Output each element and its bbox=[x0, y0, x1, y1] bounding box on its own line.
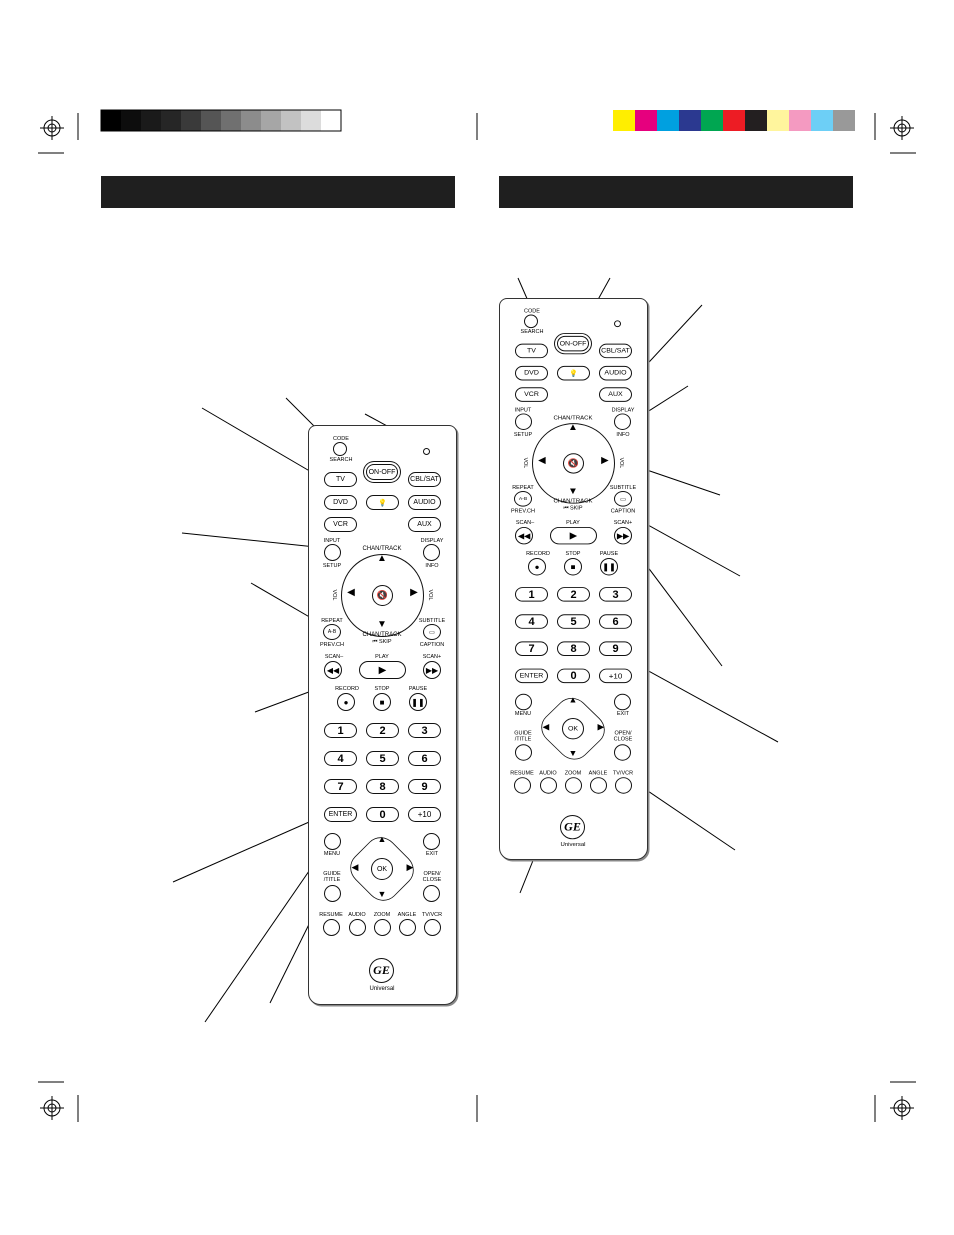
digit-0-button[interactable]: 0 bbox=[366, 807, 399, 822]
subtitle-label: SUBTITLE bbox=[609, 485, 637, 492]
ab-label: A-B bbox=[327, 629, 337, 635]
gray-swatch bbox=[161, 110, 181, 131]
digit-3-button[interactable]: 3 bbox=[599, 587, 632, 602]
digit-1-button[interactable]: 1 bbox=[324, 723, 357, 738]
caption-label: CAPTION bbox=[419, 642, 445, 648]
chan-up-arrow-icon[interactable]: ▲ bbox=[377, 553, 387, 564]
dvd-button[interactable]: DVD bbox=[324, 495, 357, 510]
cbl-sat-button[interactable]: CBL/SAT bbox=[408, 472, 441, 487]
color-calibration-bars bbox=[101, 110, 855, 131]
nav-left-arrow-icon[interactable]: ◀ bbox=[351, 862, 359, 872]
universal-label: Universal bbox=[369, 986, 395, 992]
resume-label: RESUME bbox=[319, 912, 343, 918]
stop-label: STOP bbox=[374, 686, 390, 692]
pause-icon: ❚❚ bbox=[602, 562, 616, 572]
digit-9-button[interactable]: 9 bbox=[408, 779, 441, 794]
nav-up-arrow-icon[interactable]: ▲ bbox=[568, 694, 578, 705]
color-swatch bbox=[657, 110, 679, 131]
scan-minus-button[interactable] bbox=[515, 527, 533, 544]
caption-label: CAPTION bbox=[610, 508, 636, 515]
scan-minus-button[interactable] bbox=[324, 661, 342, 679]
repeat-label: REPEAT bbox=[512, 485, 534, 492]
chan-track-up-label: CHAN/TRACK bbox=[553, 415, 593, 422]
mute-button[interactable] bbox=[372, 585, 393, 606]
setup-label: SETUP bbox=[322, 563, 342, 569]
display-label: DISPLAY bbox=[420, 538, 444, 544]
dvd-button[interactable]: DVD bbox=[515, 366, 548, 381]
vcr-button[interactable]: VCR bbox=[515, 387, 548, 402]
code-label: CODE bbox=[333, 436, 349, 442]
color-swatch bbox=[679, 110, 701, 131]
vol-up-arrow-icon[interactable]: ▶ bbox=[410, 587, 418, 598]
exit-button[interactable] bbox=[423, 833, 440, 850]
tv-vcr-label: TV/VCR bbox=[421, 912, 443, 918]
nav-left-arrow-icon[interactable]: ◀ bbox=[542, 721, 550, 732]
remote-right bbox=[499, 298, 648, 860]
display-info-button[interactable] bbox=[423, 544, 440, 561]
record-button[interactable] bbox=[337, 693, 355, 711]
indicator-light bbox=[614, 320, 621, 327]
exit-label: EXIT bbox=[616, 711, 630, 718]
pause-button[interactable] bbox=[600, 558, 618, 575]
open-close-label: OPEN/ CLOSE bbox=[422, 871, 442, 883]
light-bulb-icon: 💡 bbox=[378, 499, 387, 507]
repeat-label: REPEAT bbox=[321, 618, 343, 624]
color-swatch bbox=[789, 110, 811, 131]
ab-label: A-B bbox=[518, 495, 528, 502]
stop-icon: ■ bbox=[570, 562, 576, 572]
plus-10-button[interactable]: +10 bbox=[599, 669, 632, 684]
tv-button[interactable]: TV bbox=[324, 472, 357, 487]
zoom-button[interactable] bbox=[374, 919, 391, 936]
enter-button[interactable]: ENTER bbox=[515, 669, 548, 684]
menu-label: MENU bbox=[514, 711, 532, 718]
prev-ch-label: PREV.CH bbox=[511, 508, 535, 515]
gray-swatch bbox=[181, 110, 201, 131]
nav-down-arrow-icon[interactable]: ▼ bbox=[568, 748, 578, 758]
play-icon: ▶ bbox=[378, 664, 387, 676]
info-label: INFO bbox=[616, 431, 630, 438]
scan-plus-button[interactable] bbox=[614, 527, 632, 544]
pause-label: PAUSE bbox=[408, 686, 428, 692]
digit-6-button[interactable]: 6 bbox=[408, 751, 441, 766]
chan-down-arrow-icon[interactable]: ▼ bbox=[568, 486, 578, 497]
chan-track-down-label: CHAN/TRACK bbox=[362, 632, 402, 638]
record-button[interactable] bbox=[528, 558, 546, 575]
chan-down-arrow-icon[interactable]: ▼ bbox=[377, 619, 387, 630]
resume-label: RESUME bbox=[510, 770, 534, 777]
gray-swatch bbox=[141, 110, 161, 131]
repeat-ab-button[interactable] bbox=[323, 624, 341, 640]
pause-label: PAUSE bbox=[599, 551, 619, 558]
digit-2-button[interactable]: 2 bbox=[557, 587, 590, 602]
indicator-light bbox=[423, 448, 430, 455]
remote-left bbox=[308, 425, 457, 1005]
fast-forward-icon: ▶▶ bbox=[425, 665, 439, 675]
vol-left-label: VOL bbox=[522, 457, 528, 469]
digit-9-button[interactable]: 9 bbox=[599, 641, 632, 656]
color-swatch bbox=[745, 110, 767, 131]
callout-line bbox=[182, 533, 325, 548]
gray-swatch bbox=[241, 110, 261, 131]
digit-6-button[interactable]: 6 bbox=[599, 614, 632, 629]
color-swatch bbox=[635, 110, 657, 131]
audio-small-button[interactable] bbox=[540, 777, 557, 793]
display-info-button[interactable] bbox=[614, 413, 631, 429]
nav-up-arrow-icon[interactable]: ▲ bbox=[377, 834, 387, 844]
angle-button[interactable] bbox=[590, 777, 607, 793]
audio-button[interactable]: AUDIO bbox=[408, 495, 441, 510]
digit-0-button[interactable]: 0 bbox=[557, 669, 590, 684]
display-label: DISPLAY bbox=[611, 407, 635, 414]
code-search-button[interactable] bbox=[524, 315, 538, 329]
input-label: INPUT bbox=[323, 538, 341, 544]
zoom-label: ZOOM bbox=[564, 770, 582, 777]
caption-icon: ▭ bbox=[429, 629, 435, 636]
chan-up-arrow-icon[interactable]: ▲ bbox=[568, 422, 578, 433]
color-swatch bbox=[767, 110, 789, 131]
gray-swatch bbox=[201, 110, 221, 131]
tv-vcr-button[interactable] bbox=[615, 777, 632, 793]
input-label: INPUT bbox=[514, 407, 532, 414]
vcr-button[interactable]: VCR bbox=[324, 517, 357, 532]
play-label: PLAY bbox=[375, 654, 389, 660]
on-off-button[interactable]: ON-OFF bbox=[366, 464, 398, 480]
subtitle-caption-button[interactable] bbox=[423, 624, 441, 640]
audio-button[interactable]: AUDIO bbox=[599, 366, 632, 381]
resume-button[interactable] bbox=[514, 777, 531, 793]
scan-plus-button[interactable] bbox=[423, 661, 441, 679]
rewind-icon: ◀◀ bbox=[517, 531, 531, 541]
stop-button[interactable] bbox=[564, 558, 582, 575]
input-setup-button[interactable] bbox=[324, 544, 341, 561]
chan-track-down-label: CHAN/TRACK bbox=[553, 498, 593, 505]
enter-button[interactable]: ENTER bbox=[324, 807, 357, 822]
angle-label: ANGLE bbox=[397, 912, 417, 918]
tv-button[interactable]: TV bbox=[515, 344, 548, 359]
menu-label: MENU bbox=[323, 851, 341, 857]
header-bar-left bbox=[101, 176, 455, 208]
rewind-icon: ◀◀ bbox=[326, 665, 340, 675]
on-off-button[interactable]: ON-OFF bbox=[557, 336, 589, 352]
play-button[interactable] bbox=[550, 527, 597, 544]
light-button[interactable] bbox=[557, 366, 590, 381]
stop-label: STOP bbox=[565, 551, 581, 558]
vol-left-label: VOL bbox=[331, 589, 337, 601]
open-close-label: OPEN/ CLOSE bbox=[613, 730, 633, 743]
scan-minus-label: SCAN– bbox=[324, 654, 344, 660]
record-icon: ● bbox=[343, 697, 349, 707]
skip-label: ⏮ SKIP bbox=[372, 639, 392, 645]
stop-button[interactable] bbox=[373, 693, 391, 711]
gray-swatch bbox=[261, 110, 281, 131]
scan-plus-label: SCAN+ bbox=[613, 520, 633, 526]
vol-down-arrow-icon[interactable]: ◀ bbox=[538, 455, 546, 466]
audio-small-label: AUDIO bbox=[348, 912, 366, 918]
audio-small-label: AUDIO bbox=[539, 770, 557, 777]
chan-track-up-label: CHAN/TRACK bbox=[362, 546, 402, 552]
callout-lines bbox=[173, 278, 778, 1022]
open-close-button[interactable] bbox=[423, 885, 440, 902]
scan-plus-label: SCAN+ bbox=[422, 654, 442, 660]
menu-button[interactable] bbox=[324, 833, 341, 850]
digit-1-button[interactable]: 1 bbox=[515, 587, 548, 602]
digit-4-button[interactable]: 4 bbox=[324, 751, 357, 766]
aux-button[interactable]: AUX bbox=[408, 517, 441, 532]
plus-10-button[interactable]: +10 bbox=[408, 807, 441, 822]
caption-icon: ▭ bbox=[620, 496, 626, 503]
pause-icon: ❚❚ bbox=[411, 697, 425, 707]
angle-label: ANGLE bbox=[588, 770, 608, 777]
digit-7-button[interactable]: 7 bbox=[324, 779, 357, 794]
tv-vcr-label: TV/VCR bbox=[612, 770, 634, 777]
setup-label: SETUP bbox=[513, 431, 533, 438]
record-label: RECORD bbox=[335, 686, 359, 692]
header-bar-right bbox=[499, 176, 853, 208]
resume-button[interactable] bbox=[323, 919, 340, 936]
zoom-button[interactable] bbox=[565, 777, 582, 793]
tv-vcr-button[interactable] bbox=[424, 919, 441, 936]
guide-title-label: GUIDE /TITLE bbox=[323, 871, 341, 883]
subtitle-label: SUBTITLE bbox=[418, 618, 446, 624]
aux-button[interactable]: AUX bbox=[599, 387, 632, 402]
repeat-ab-button[interactable] bbox=[514, 491, 532, 507]
stop-icon: ■ bbox=[379, 697, 385, 707]
info-label: INFO bbox=[425, 563, 439, 569]
digit-5-button[interactable]: 5 bbox=[557, 614, 590, 629]
record-icon: ● bbox=[534, 562, 540, 572]
guide-title-button[interactable] bbox=[324, 885, 341, 902]
vol-up-arrow-icon[interactable]: ▶ bbox=[601, 455, 609, 466]
record-label: RECORD bbox=[526, 551, 550, 558]
digit-8-button[interactable]: 8 bbox=[557, 641, 590, 656]
digit-4-button[interactable]: 4 bbox=[515, 614, 548, 629]
color-swatch bbox=[723, 110, 745, 131]
ge-logo: GE bbox=[369, 958, 394, 983]
play-button[interactable] bbox=[359, 661, 406, 679]
input-setup-button[interactable] bbox=[515, 413, 532, 429]
mute-icon: 🔇 bbox=[567, 458, 580, 468]
search-label: SEARCH bbox=[329, 457, 353, 463]
gray-swatch bbox=[101, 110, 121, 131]
light-bulb-icon: 💡 bbox=[569, 370, 578, 378]
registration-marks bbox=[38, 113, 916, 1122]
color-swatch bbox=[811, 110, 833, 131]
vol-down-arrow-icon[interactable]: ◀ bbox=[347, 587, 355, 598]
guide-title-label: GUIDE /TITLE bbox=[514, 730, 532, 743]
subtitle-caption-button[interactable] bbox=[614, 491, 632, 507]
cbl-sat-button[interactable]: CBL/SAT bbox=[599, 344, 632, 359]
pause-button[interactable] bbox=[409, 693, 427, 711]
nav-right-arrow-icon[interactable]: ▶ bbox=[406, 862, 414, 872]
light-button[interactable] bbox=[366, 495, 399, 510]
digit-2-button[interactable]: 2 bbox=[366, 723, 399, 738]
color-swatch bbox=[701, 110, 723, 131]
callout-line bbox=[173, 815, 325, 882]
universal-label: Universal bbox=[560, 842, 586, 849]
open-close-button[interactable] bbox=[614, 744, 631, 760]
guide-title-button[interactable] bbox=[515, 744, 532, 760]
color-swatch bbox=[833, 110, 855, 131]
vol-right-label: VOL bbox=[618, 457, 624, 469]
search-label: SEARCH bbox=[520, 329, 544, 335]
zoom-label: ZOOM bbox=[373, 912, 391, 918]
audio-small-button[interactable] bbox=[349, 919, 366, 936]
gray-swatch bbox=[221, 110, 241, 131]
exit-label: EXIT bbox=[425, 851, 439, 857]
play-label: PLAY bbox=[566, 520, 580, 526]
color-swatch bbox=[613, 110, 635, 131]
play-icon: ▶ bbox=[569, 530, 578, 542]
ok-button[interactable]: OK bbox=[371, 858, 393, 880]
mute-button[interactable] bbox=[563, 453, 584, 473]
digit-5-button[interactable]: 5 bbox=[366, 751, 399, 766]
code-label: CODE bbox=[524, 308, 540, 315]
digit-3-button[interactable]: 3 bbox=[408, 723, 441, 738]
digit-7-button[interactable]: 7 bbox=[515, 641, 548, 656]
exit-button[interactable] bbox=[614, 694, 631, 710]
ge-logo: GE bbox=[560, 815, 585, 839]
code-search-button[interactable] bbox=[333, 442, 347, 456]
scan-minus-label: SCAN– bbox=[515, 520, 535, 526]
gray-swatch bbox=[321, 110, 341, 131]
prev-ch-label: PREV.CH bbox=[320, 642, 344, 648]
menu-button[interactable] bbox=[515, 694, 532, 710]
ok-button[interactable]: OK bbox=[562, 718, 584, 739]
gray-swatch bbox=[281, 110, 301, 131]
skip-label: ⏮ SKIP bbox=[563, 505, 583, 512]
nav-down-arrow-icon[interactable]: ▼ bbox=[377, 889, 387, 899]
vol-right-label: VOL bbox=[427, 589, 433, 601]
nav-right-arrow-icon[interactable]: ▶ bbox=[597, 721, 605, 732]
angle-button[interactable] bbox=[399, 919, 416, 936]
gray-swatch bbox=[301, 110, 321, 131]
digit-8-button[interactable]: 8 bbox=[366, 779, 399, 794]
gray-swatch bbox=[121, 110, 141, 131]
fast-forward-icon: ▶▶ bbox=[616, 531, 630, 541]
mute-icon: 🔇 bbox=[376, 590, 389, 600]
